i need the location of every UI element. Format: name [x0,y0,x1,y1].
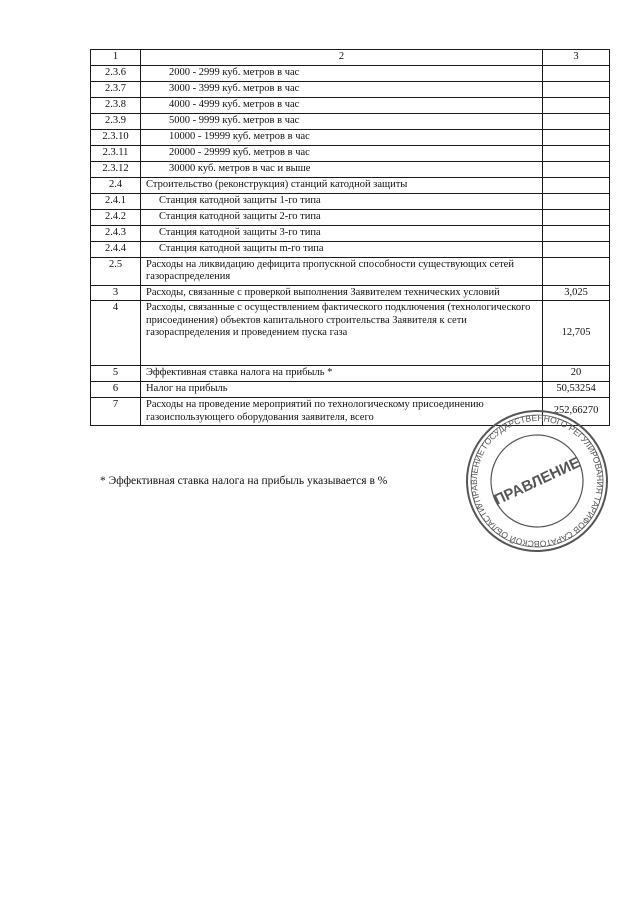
table-header-row [91,50,610,66]
row-description: 20000 - 29999 куб. метров в час [141,145,543,161]
row-description: 30000 куб. метров в час и выше [141,161,543,177]
cost-table [90,49,610,426]
table-row [91,161,610,177]
row-number: 2.3.8 [91,97,141,113]
row-description: Эффективная ставка налога на прибыль * [141,366,543,382]
official-stamp [455,406,619,556]
row-value: 20 [543,366,610,382]
row-number: 2.4 [91,177,141,193]
row-value [543,65,610,81]
row-description: Расходы на ликвидацию дефицита пропускной способности существующих сетей газораспределения [141,257,543,285]
table-row [91,285,610,301]
row-description: Строительство (реконструкция) станций катодной защиты [141,177,543,193]
table-row [91,209,610,225]
row-number: 2.4.2 [91,209,141,225]
row-description: Станция катодной защиты 3-го типа [141,225,543,241]
row-description: 5000 - 9999 куб. метров в час [141,113,543,129]
row-value: 3,025 [543,285,610,301]
row-description: 10000 - 19999 куб. метров в час [141,129,543,145]
header-col-3: 3 [543,50,610,66]
row-description: Расходы, связанные с проверкой выполнения Заявителем технических условий [141,285,543,301]
row-value [543,129,610,145]
row-value [543,177,610,193]
row-value: 50,53254 [543,382,610,398]
row-description: Расходы, связанные с осуществлением фактического подключения (технологического присоединения) объектов капитального строительства Заявителя к сети газораспределения и проведением пуска газа [141,301,543,366]
table-row [91,81,610,97]
row-value [543,113,610,129]
table-row [91,382,610,398]
row-description: Станция катодной защиты 1-го типа [141,193,543,209]
row-number: 2.3.11 [91,145,141,161]
row-value [543,161,610,177]
row-value [543,145,610,161]
table-row [91,366,610,382]
row-description: Станция катодной защиты m-го типа [141,241,543,257]
table-row [91,193,610,209]
row-description: Станция катодной защиты 2-го типа [141,209,543,225]
row-description: Расходы на проведение мероприятий по технологическому присоединению газоиспользующего оборудования заявителя, всего [141,398,543,426]
row-number: 2.5 [91,257,141,285]
row-number: 2.4.1 [91,193,141,209]
row-number: 2.3.10 [91,129,141,145]
row-number: 4 [91,301,141,366]
row-value [543,193,610,209]
row-number: 6 [91,382,141,398]
table-row [91,145,610,161]
table-row [91,301,610,366]
stamp-center-text: ПРАВЛЕНИЕ [491,454,583,509]
row-number: 2.3.6 [91,65,141,81]
row-description: 3000 - 3999 куб. метров в час [141,81,543,97]
table-row [91,129,610,145]
table-row [91,65,610,81]
row-number: 2.3.9 [91,113,141,129]
row-number: 3 [91,285,141,301]
table-row [91,241,610,257]
row-number: 7 [91,398,141,426]
footnote: * Эффективная ставка налога на прибыль указывается в % [100,475,388,487]
row-description: 4000 - 4999 куб. метров в час [141,97,543,113]
table-row [91,113,610,129]
table-row [91,177,610,193]
row-value: 252,66270 [543,398,610,426]
row-number: 5 [91,366,141,382]
row-description: Налог на прибыль [141,382,543,398]
header-col-1: 1 [91,50,141,66]
stamp-ring-text: УПРАВЛЕНИЕ ГОСУДАРСТВЕННОГО РЕГУЛИРОВАНИЯ ТАРИФОВ САРАТОВСКОЙ ОБЛАСТИ [468,412,606,550]
row-value [543,81,610,97]
row-value [543,241,610,257]
row-value [543,225,610,241]
row-value [543,257,610,285]
row-number: 2.3.12 [91,161,141,177]
row-number: 2.3.7 [91,81,141,97]
table-row [91,97,610,113]
row-description: 2000 - 2999 куб. метров в час [141,65,543,81]
row-value: 12,705 [543,301,610,366]
row-value [543,97,610,113]
header-col-2: 2 [141,50,543,66]
table-row [91,257,610,285]
row-number: 2.4.3 [91,225,141,241]
row-value [543,209,610,225]
table-row [91,225,610,241]
row-number: 2.4.4 [91,241,141,257]
